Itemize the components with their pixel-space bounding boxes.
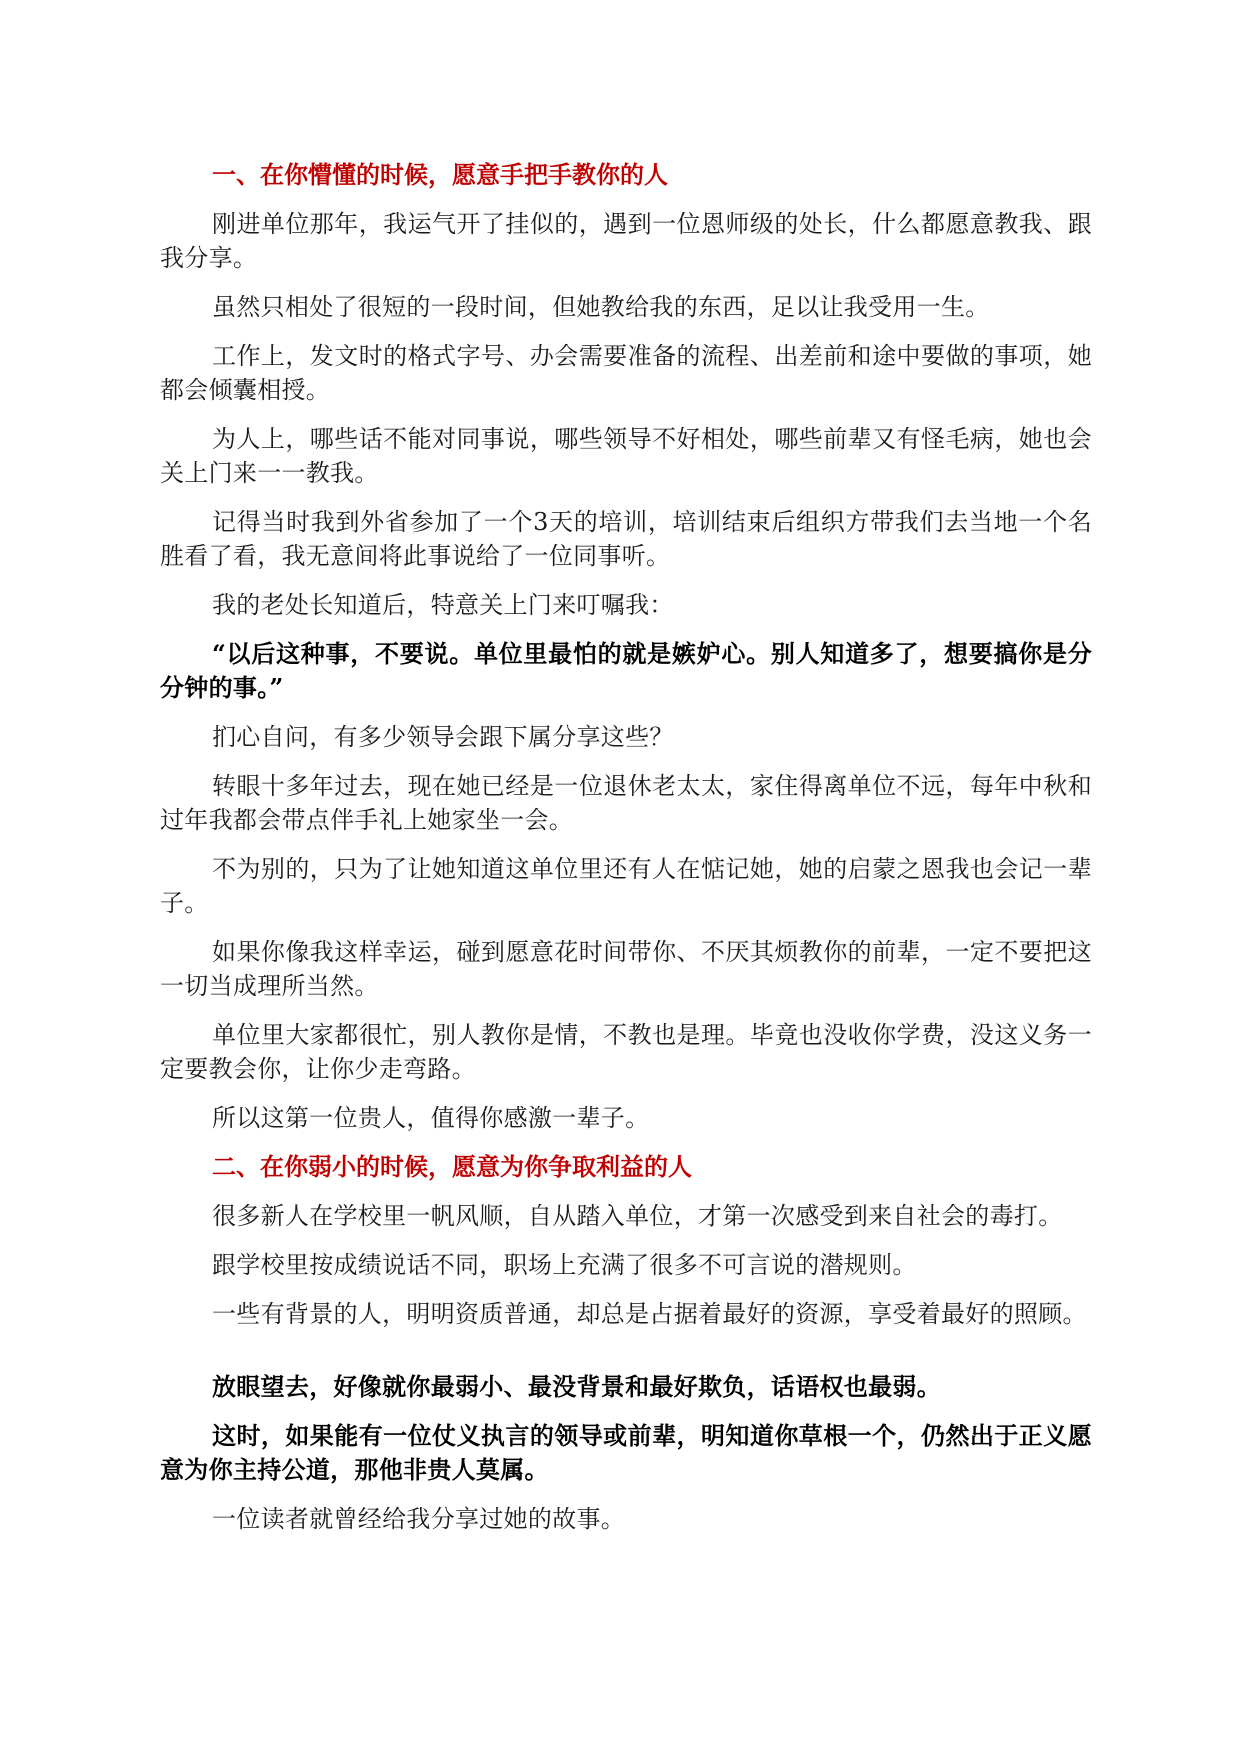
paragraph: 记得当时我到外省参加了一个3天的培训，培训结束后组织方带我们去当地一个名胜看了看，我无意间将此事说给了一位同事听。 <box>160 508 1092 570</box>
paragraph: 所以这第一位贵人，值得你感激一辈子。 <box>212 1104 650 1132</box>
bold-paragraph: 放眼望去，好像就你最弱小、最没背景和最好欺负，话语权也最弱。 <box>212 1372 941 1401</box>
paragraph: 转眼十多年过去，现在她已经是一位退休老太太，家住得离单位不远，每年中秋和过年我都会带点伴手礼上她家坐一会。 <box>160 772 1092 834</box>
paragraph: 扪心自问，有多少领导会跟下属分享这些？ <box>212 723 674 751</box>
document-page <box>160 158 1092 1551</box>
paragraph: 虽然只相处了很短的一段时间，但她教给我的东西，足以让我受用一生。 <box>212 293 990 321</box>
section-heading-2: 二、在你弱小的时候，愿意为你争取利益的人 <box>212 1152 692 1181</box>
paragraph: 一些有背景的人，明明资质普通，却总是占据着最好的资源，享受着最好的照顾。 <box>212 1300 1087 1328</box>
paragraph: 如果你像我这样幸运，碰到愿意花时间带你、不厌其烦教你的前辈，一定不要把这一切当成理所当然。 <box>160 938 1092 1000</box>
paragraph: 工作上，发文时的格式字号、办会需要准备的流程、出差前和途中要做的事项，她都会倾囊相授。 <box>160 342 1092 404</box>
paragraph: 为人上，哪些话不能对同事说，哪些领导不好相处，哪些前辈又有怪毛病，她也会关上门来一一教我。 <box>160 425 1092 487</box>
paragraph: 很多新人在学校里一帆风顺，自从踏入单位，才第一次感受到来自社会的毒打。 <box>212 1202 1063 1230</box>
paragraph: 单位里大家都很忙，别人教你是情，不教也是理。毕竟也没收你学费，没这义务一定要教会你，让你少走弯路。 <box>160 1021 1092 1083</box>
paragraph: 刚进单位那年，我运气开了挂似的，遇到一位恩师级的处长，什么都愿意教我、跟我分享。 <box>160 210 1092 272</box>
quote-paragraph: “以后这种事，不要说。单位里最怕的就是嫉妒心。别人知道多了，想要搞你是分分钟的事。” <box>160 639 1092 702</box>
paragraph: 跟学校里按成绩说话不同，职场上充满了很多不可言说的潜规则。 <box>212 1251 917 1279</box>
paragraph: 不为别的，只为了让她知道这单位里还有人在惦记她，她的启蒙之恩我也会记一辈子。 <box>160 855 1092 917</box>
bold-paragraph: 这时，如果能有一位仗义执言的领导或前辈，明知道你草根一个，仍然出于正义愿意为你主持公道，那他非贵人莫属。 <box>160 1421 1092 1484</box>
section-heading-1: 一、在你懵懂的时候，愿意手把手教你的人 <box>212 160 668 189</box>
paragraph: 我的老处长知道后，特意关上门来叮嘱我： <box>212 591 674 619</box>
blank-line <box>160 1346 1092 1370</box>
paragraph: 一位读者就曾经给我分享过她的故事。 <box>212 1505 626 1533</box>
